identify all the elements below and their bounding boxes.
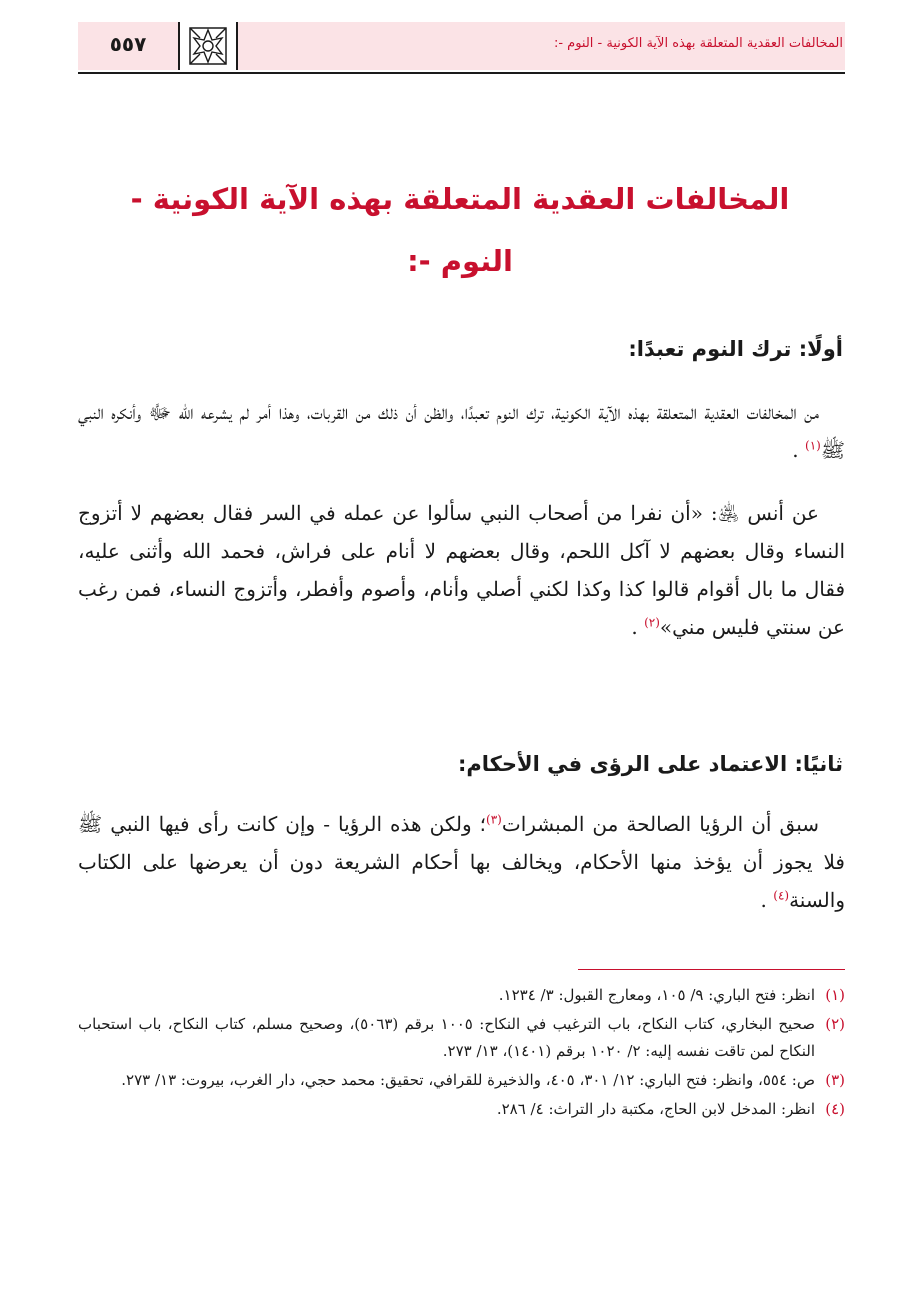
footnote-text: صحيح البخاري، كتاب النكاح، باب الترغيب في النكاح: ١٠٠٥ برقم (٥٠٦٣)، وصحيح مسلم، كتاب النكاح، باب استحباب النكاح لمن تاقت نفسه إليه: ٢/ ١٠٢٠ برقم (١٤٠١)، ١٣/ ٢٧٣.	[78, 1015, 816, 1060]
paragraph-2-tail: .	[631, 615, 638, 639]
section-heading-1: أولًا: ترك النوم تعبدًا:	[628, 337, 843, 361]
footnote-2	[78, 1011, 845, 1065]
footnote-ref-4[interactable]: (٤)	[773, 888, 790, 903]
header-rule	[78, 72, 845, 74]
footnote-number: (١)	[825, 986, 845, 1004]
paragraph-3	[78, 805, 845, 919]
footnote-text: ص: ٥٥٤، وانظر: فتح الباري: ١٢/ ٣٠١، ٤٠٥، والذخيرة للقرافي، تحقيق: محمد حجي، دار الغرب، بيروت: ١٣/ ٢٧٣.	[121, 1071, 815, 1089]
paragraph-3-text-a: سبق أن الرؤيا الصالحة من المبشرات	[501, 812, 819, 836]
footnote-text: انظر: المدخل لابن الحاج، مكتبة دار التراث: ٤/ ٢٨٦.	[496, 1100, 815, 1118]
footnote-ref-3[interactable]: (٣)	[486, 812, 502, 827]
paragraph-1-tail: .	[792, 438, 799, 462]
section-heading-2: ثانيًا: الاعتماد على الرؤى في الأحكام:	[457, 752, 843, 776]
footnote-ref-1[interactable]: (١)	[805, 438, 821, 453]
footnote-number: (٢)	[825, 1015, 845, 1033]
paragraph-2-text: عن أنس ﵁: «أن نفرا من أصحاب النبي سألوا عن عمله في السر فقال بعضهم لا أتزوج النساء وقال بعضهم لا آكل اللحم، وقال بعضهم لا أنام على فراش، فحمد الله وأثنى عليه، فقال ما بال أقوام قالوا كذا وكذا لكني أصلي وأنام، وأصوم وأفطر، وأتزوج النساء، فمن رغب عن سنتي فليس مني»	[78, 501, 846, 639]
paragraph-3-text-b: ؛ ولكن هذه الرؤيا - وإن كانت رأى فيها النبي ﷺ فلا يجوز أن يؤخذ منها الأحكام، ويخالف بها أحكام الشريعة دون أن يعرضها على الكتاب والسنة	[78, 812, 845, 912]
footnote-number: (٤)	[825, 1100, 845, 1118]
footnote-4	[78, 1096, 845, 1123]
footnote-ref-2[interactable]: (٢)	[644, 615, 660, 630]
chapter-title	[90, 168, 830, 292]
paragraph-1	[78, 393, 845, 469]
footnote-separator	[578, 969, 845, 970]
islamic-star-ornament-icon	[178, 22, 238, 70]
paragraph-3-tail: .	[760, 888, 767, 912]
paragraph-2	[78, 494, 845, 646]
footnote-3	[78, 1067, 845, 1094]
paragraph-1-text: من المخالفات العقدية المتعلقة بهذه الآية الكونية، ترك النوم تعبدًا، والظن أن ذلك من القربات، وهذا أمر لم يشرعه الله ﷻ وأنكره النبي ﷺ	[78, 400, 845, 462]
footnote-text: انظر: فتح الباري: ٩/ ١٠٥، ومعارج القبول: ٣/ ١٢٣٤.	[498, 986, 815, 1004]
running-title: المخالفات العقدية المتعلقة بهذه الآية الكونية - النوم -:	[553, 36, 843, 51]
page-number: ٥٥٧	[109, 32, 147, 56]
chapter-title-line-2: النوم -:	[407, 244, 513, 278]
chapter-title-line-1: المخالفات العقدية المتعلقة بهذه الآية الكونية -	[130, 182, 790, 216]
footnote-number: (٣)	[825, 1071, 845, 1089]
footnote-1	[78, 982, 845, 1009]
footnotes	[78, 982, 845, 1125]
